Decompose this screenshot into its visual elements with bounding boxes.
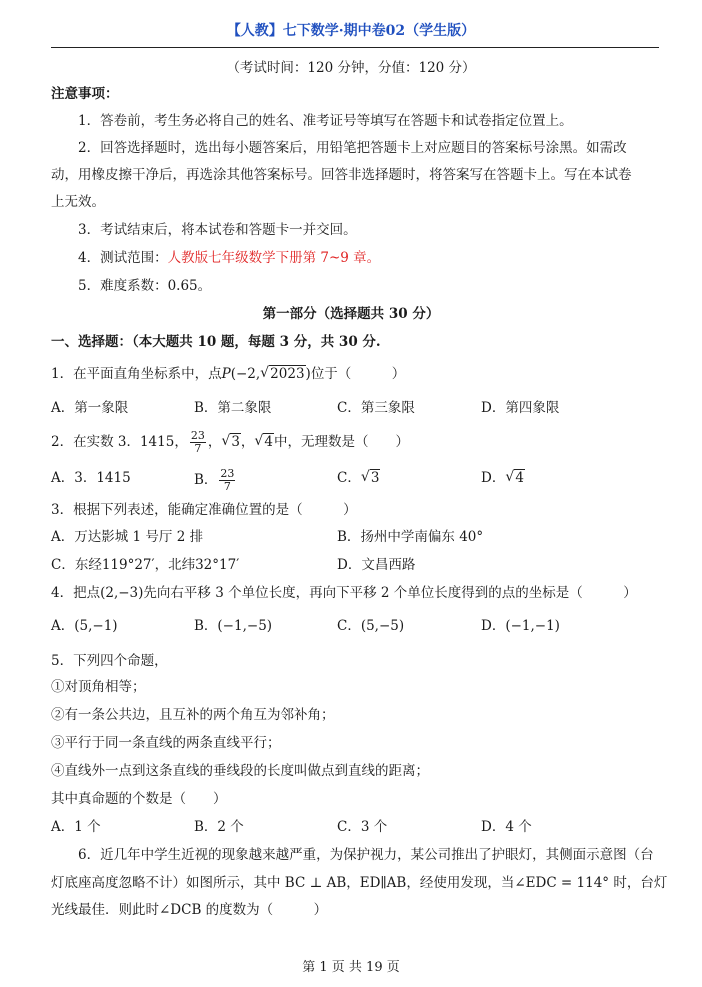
q2-option-c bbox=[337, 468, 380, 488]
q2-option-d-sqrt bbox=[505, 468, 525, 488]
section-heading: 一、选择题：（本大题共 10 题，每题 3 分，共 30 分. bbox=[51, 334, 381, 350]
notice-item-2: 2．回答选择题时，选出每小题答案后，用铅笔把答题卡上对应题目的答案标号涂黑。如需改 bbox=[78, 140, 627, 156]
sqrt-icon: √ bbox=[260, 365, 270, 381]
q1-option-a: A．第一象限 bbox=[51, 400, 129, 416]
q2-sep-2: ， bbox=[240, 434, 255, 450]
header-divider bbox=[51, 47, 659, 48]
q2-fraction bbox=[190, 430, 206, 455]
q1-option-c: C．第三象限 bbox=[337, 400, 415, 416]
notice-item-3: 3．考试结束后，将本试卷和答题卡一并交回。 bbox=[78, 222, 357, 238]
q5-proposition-1: ①对顶角相等； bbox=[51, 679, 146, 695]
q5-proposition-4: ④直线外一点到这条直线的垂线段的长度叫做点到直线的距离； bbox=[51, 763, 429, 779]
q2-option-b bbox=[194, 468, 237, 493]
q1-point: P bbox=[221, 366, 231, 382]
notice-item-5: 5．难度系数：0.65。 bbox=[78, 278, 212, 294]
q4-option-d: D．(−1,−1) bbox=[481, 618, 560, 634]
notice-item-4-label: 4．测试范围： bbox=[78, 250, 168, 266]
q2-option-c-sqrt bbox=[361, 468, 381, 488]
q1-sqrt bbox=[260, 364, 305, 384]
part-heading: 第一部分（选择题共 30 分） bbox=[262, 306, 440, 322]
q2-radicand-2: 4 bbox=[264, 434, 274, 450]
q1-coords: −2, bbox=[235, 366, 261, 382]
q1-option-b: B．第二象限 bbox=[194, 400, 272, 416]
q2-radicand-1: 3 bbox=[231, 434, 240, 450]
q3-option-d: D．文昌西路 bbox=[337, 557, 416, 573]
notice-heading: 注意事项： bbox=[51, 86, 119, 102]
q2-option-b-num: 23 bbox=[220, 467, 235, 480]
test-range: 人教版七年级数学下册第 7~9 章。 bbox=[167, 250, 381, 266]
page-number: 第 1 页 共 19 页 bbox=[302, 960, 400, 975]
q3-option-a: A．万达影城 1 号厅 2 排 bbox=[51, 529, 204, 545]
sqrt-icon: √ bbox=[505, 469, 515, 485]
q2-frac-den: 7 bbox=[194, 442, 202, 455]
q3-option-c: C．东经119°27′，北纬32°17′ bbox=[51, 557, 240, 573]
notice-item-1: 1．答卷前，考生务必将自己的姓名、准考证号等填写在答题卡和试卷指定位置上。 bbox=[78, 113, 573, 129]
q5-proposition-2: ②有一条公共边，且互补的两个角互为邻补角； bbox=[51, 707, 335, 723]
question-6-line-2: 灯底座高度忽略不计）如图所示，其中 BC ⊥ AB，ED∥AB，经使用发现，当∠EDC = 114° 时，台灯 bbox=[51, 875, 668, 891]
q2-option-b-den: 7 bbox=[223, 480, 231, 493]
q2-frac-num: 23 bbox=[190, 429, 205, 442]
q2-option-a: A．3．1415 bbox=[51, 470, 131, 486]
question-6-line-1: 6．近几年中学生近视的现象越来越严重，为保护视力，某公司推出了护眼灯，其侧面示意图（台 bbox=[78, 847, 654, 863]
q1-radicand: 2023 bbox=[270, 366, 305, 382]
q5-ask: 其中真命题的个数是（ ） bbox=[51, 791, 227, 807]
question-2 bbox=[51, 430, 409, 455]
q2-option-b-fraction bbox=[219, 468, 235, 493]
sqrt-icon: √ bbox=[221, 433, 231, 449]
exam-info: （考试时间：120 分钟，分值：120 分） bbox=[226, 60, 476, 76]
q1-option-d: D．第四象限 bbox=[481, 400, 560, 416]
q2-suffix: 中，无理数是（ ） bbox=[274, 434, 410, 450]
q5-option-a: A．1 个 bbox=[51, 819, 101, 835]
q2-option-d bbox=[481, 468, 525, 488]
question-6-line-3: 光线最佳．则此时∠DCB 的度数为（ ） bbox=[51, 902, 328, 918]
q5-option-b: B．2 个 bbox=[194, 819, 244, 835]
q2-sep-1: ， bbox=[207, 434, 222, 450]
q2-option-c-label: C． bbox=[337, 470, 361, 486]
notice-item-2-cont: 动，用橡皮擦干净后，再选涂其他答案标号。回答非选择题时，将答案写在答题卡上。写在本试卷 bbox=[51, 167, 632, 183]
q5-option-d: D．4 个 bbox=[481, 819, 532, 835]
sqrt-icon: √ bbox=[254, 433, 264, 449]
q4-option-c: C．(5,−5) bbox=[337, 618, 405, 634]
q1-suffix: 位于（ ） bbox=[310, 366, 406, 382]
document-title: 【人教】七下数学·期中卷02（学生版） bbox=[226, 23, 476, 39]
q2-option-d-label: D． bbox=[481, 470, 506, 486]
q2-option-d-radicand: 4 bbox=[515, 470, 524, 486]
notice-item-4 bbox=[78, 248, 380, 268]
q5-proposition-3: ③平行于同一条直线的两条直线平行； bbox=[51, 735, 281, 751]
q1-prefix: 1．在平面直角坐标系中，点 bbox=[51, 366, 222, 382]
question-5: 5．下列四个命题， bbox=[51, 653, 168, 669]
q2-option-c-radicand: 3 bbox=[370, 470, 380, 486]
notice-item-2-end: 上无效。 bbox=[51, 194, 105, 210]
q2-sqrt-3 bbox=[221, 432, 241, 452]
q2-sqrt-4 bbox=[254, 432, 274, 452]
q5-option-c: C．3 个 bbox=[337, 819, 388, 835]
question-4: 4．把点(2,−3)先向右平移 3 个单位长度，再向下平移 2 个单位长度得到的点的坐标是（ ） bbox=[51, 585, 637, 601]
q2-prefix: 2．在实数 3．1415， bbox=[51, 434, 188, 450]
sqrt-icon: √ bbox=[360, 469, 370, 485]
q3-option-b: B．扬州中学南偏东 40° bbox=[337, 529, 484, 545]
q4-option-b: B．(−1,−5) bbox=[194, 618, 273, 634]
question-3: 3．根据下列表述，能确定准确位置的是（ ） bbox=[51, 502, 357, 518]
q4-option-a: A．(5,−1) bbox=[51, 618, 118, 634]
q2-option-b-label: B． bbox=[194, 472, 218, 488]
question-1: 1．在平面直角坐标系中，点P(−2, √ 2023)位于（ ） bbox=[51, 365, 406, 382]
